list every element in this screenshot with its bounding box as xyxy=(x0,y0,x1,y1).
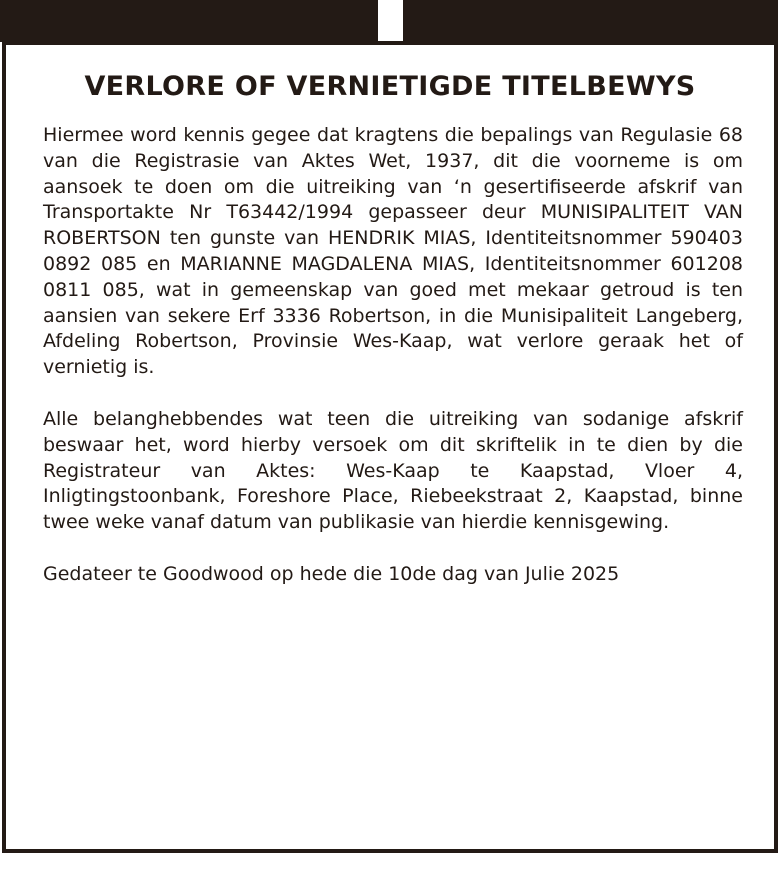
notice-paragraph-1: Hiermee word kennis gegee dat kragtens die bepalings van Regulasie 68 van die Registrasie van Aktes Wet, 1937, dit die voorneme is om aansoek te doen om die uitreiking van ‘n gesertifiseerde afskrif van Transportakte Nr T63442/1994 gepasseer deur MUNISIPALITEIT VAN ROBERTSON ten gunste van HENDRIK MIAS, Identiteitsnommer 590403 0892 085 en MARIANNE MAGDALENA MIAS, Identiteitsnommer 601208 0811 085, wat in gemeenskap van goed met mekaar getroud is ten aansien van sekere Erf 3336 Robertson, in die Munisipaliteit Langeberg, Afdeling Robertson, Provinsie Wes-Kaap, wat verlore geraak het of vernietig is. xyxy=(43,124,743,379)
notice-body xyxy=(43,123,743,588)
notice-paragraph-2: Alle belanghebbendes wat teen die uitreiking van sodanige afskrif beswaar het, word hierby versoek om dit skriftelik in te dien by die Registrateur van Aktes: Wes-Kaap te Kaapstad, Vloer 4, Inligtingstoonbank, Foreshore Place, Riebeekstraat 2, Kaapstad, binne twee weke vanaf datum van publikasie van hierdie kennisgewing. xyxy=(43,407,743,534)
notice-date-line: Gedateer te Goodwood op hede die 10de dag van Julie 2025 xyxy=(43,562,620,585)
paragraph-spacer xyxy=(43,536,743,562)
top-bar-left xyxy=(0,0,378,42)
paragraph-spacer xyxy=(43,381,743,407)
top-bar-right xyxy=(403,0,778,42)
notice-title: VERLORE OF VERNIETIGDE TITELBEWYS xyxy=(84,71,696,102)
notice-box xyxy=(2,41,778,853)
